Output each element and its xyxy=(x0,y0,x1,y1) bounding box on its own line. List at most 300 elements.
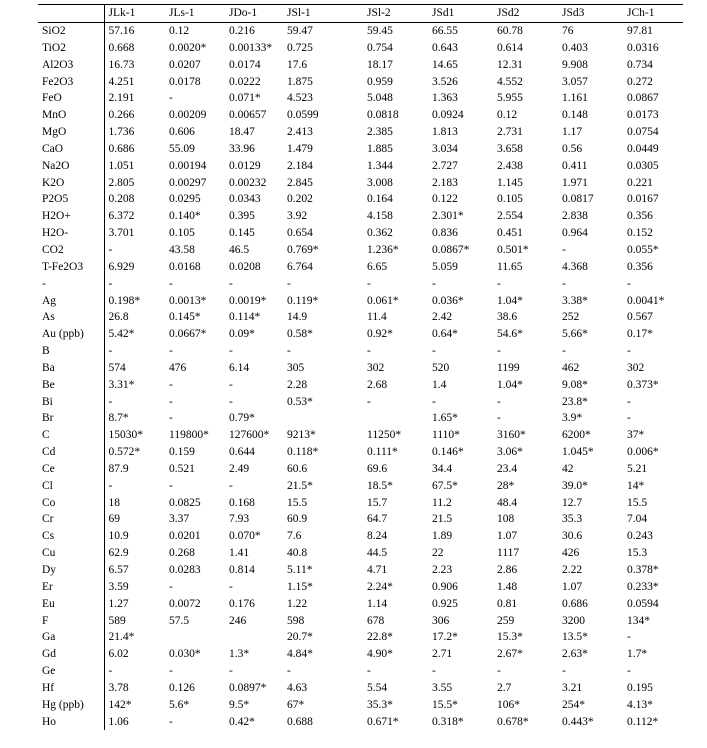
cell: - xyxy=(627,412,631,425)
cell: 6.57 xyxy=(104,562,165,579)
cell: 10.9 xyxy=(104,528,165,545)
cell: 2.183 xyxy=(432,176,458,189)
cell: 2.191 xyxy=(104,90,165,107)
cell: 6.02 xyxy=(104,646,165,663)
table-row xyxy=(38,663,683,680)
cell: 3.9* xyxy=(562,412,583,425)
row-label: FeO xyxy=(42,92,62,105)
cell: 0.734 xyxy=(627,58,653,71)
cell: 1117 xyxy=(497,547,520,560)
cell: 6200* xyxy=(562,429,591,442)
cell: 8.7* xyxy=(104,410,165,427)
cell: - xyxy=(627,665,631,678)
cell: 0.272 xyxy=(627,75,653,88)
cell: 0.654 xyxy=(287,227,313,240)
cell: 0.53* xyxy=(287,395,313,408)
cell: 0.006* xyxy=(627,446,659,459)
cell: 0.148 xyxy=(562,109,588,122)
table-row xyxy=(38,124,683,141)
cell: 1.22 xyxy=(287,597,308,610)
cell: 59.47 xyxy=(287,25,313,37)
cell: 0.373* xyxy=(627,378,659,391)
cell: - xyxy=(432,277,436,290)
cell: 0.00194 xyxy=(169,159,207,172)
cell: 0.403 xyxy=(562,41,588,54)
cell: - xyxy=(627,277,631,290)
cell: 2.845 xyxy=(287,176,313,189)
cell: 2.838 xyxy=(562,210,588,223)
cell: 69.6 xyxy=(367,462,388,475)
cell: 0.061* xyxy=(367,294,399,307)
table-row xyxy=(38,613,683,630)
cell: 28* xyxy=(497,479,515,492)
row-label: Cs xyxy=(42,530,55,543)
cell: 0.152 xyxy=(627,227,653,240)
cell: 0.769* xyxy=(287,243,319,256)
cell: 0.122 xyxy=(432,193,458,206)
cell: 2.438 xyxy=(497,159,523,172)
cell: 0.501* xyxy=(497,243,529,256)
cell: 8.24 xyxy=(367,530,388,543)
cell: 0.202 xyxy=(287,193,313,206)
cell: 1.07 xyxy=(562,580,583,593)
cell: 0.378* xyxy=(627,564,659,576)
cell: 2.727 xyxy=(432,159,458,172)
row-label: Ga xyxy=(42,631,56,644)
table-row xyxy=(38,309,683,326)
row-label: As xyxy=(42,311,55,324)
cell: - xyxy=(367,277,371,290)
row-label: Hg (ppb) xyxy=(42,698,84,711)
cell: 7.04 xyxy=(627,513,648,526)
table-row xyxy=(38,495,683,512)
cell: 520 xyxy=(432,361,450,374)
cell: 1.479 xyxy=(287,142,313,155)
cell: 60.9 xyxy=(287,513,308,526)
cell: 1.3* xyxy=(229,648,250,661)
cell: 18.17 xyxy=(367,58,393,71)
cell: - xyxy=(497,665,501,678)
cell: 39.0* xyxy=(562,479,588,492)
cell: 2.301* xyxy=(432,210,464,223)
row-label: Cu xyxy=(42,547,56,560)
cell: 1.04* xyxy=(497,378,523,391)
cell: 0.0222 xyxy=(229,75,261,88)
cell: - xyxy=(169,479,173,492)
table-row xyxy=(38,444,683,461)
cell: 0.0168 xyxy=(169,260,201,273)
cell: 0.678* xyxy=(497,715,529,728)
cell: 46.5 xyxy=(229,243,250,256)
table-row xyxy=(38,629,683,646)
table-row xyxy=(38,697,683,714)
cell: 5.6* xyxy=(169,698,190,711)
cell: 0.145 xyxy=(229,227,255,240)
cell: 0.0599 xyxy=(287,109,319,122)
cell: 3.06* xyxy=(497,446,523,459)
cell: 11.4 xyxy=(367,311,387,324)
cell: 0.644 xyxy=(229,446,255,459)
cell: 0.606 xyxy=(169,126,195,139)
cell: - xyxy=(229,580,233,593)
cell: 6.372 xyxy=(104,208,165,225)
cell: 0.0897* xyxy=(229,681,267,694)
cell: 76 xyxy=(562,25,574,37)
cell: 0.814 xyxy=(229,564,255,576)
cell: 0.119* xyxy=(287,294,319,307)
cell: - xyxy=(104,394,165,411)
cell: 2.71 xyxy=(432,648,453,661)
table-header xyxy=(38,5,683,23)
table-row xyxy=(38,57,683,74)
cell: 0.0817 xyxy=(562,193,594,206)
cell: 12.31 xyxy=(497,58,523,71)
cell: 30.6 xyxy=(562,530,583,543)
cell: - xyxy=(229,395,233,408)
cell: 0.959 xyxy=(367,75,393,88)
cell: 1.89 xyxy=(432,530,453,543)
cell: - xyxy=(229,378,233,391)
cell: 3.59 xyxy=(104,579,165,596)
cell: 0.114* xyxy=(229,311,261,324)
table-row xyxy=(38,293,683,310)
table-row xyxy=(38,528,683,545)
cell: 574 xyxy=(104,360,165,377)
cell: 0.00657 xyxy=(229,109,267,122)
row-label: Fe2O3 xyxy=(42,75,74,88)
row-label: T-Fe2O3 xyxy=(42,260,84,273)
cell: 44.5 xyxy=(367,547,388,560)
cell: 40.8 xyxy=(287,547,308,560)
cell: 1.813 xyxy=(432,126,458,139)
cell: - xyxy=(367,345,371,358)
cell: - xyxy=(169,395,173,408)
cell: 60.6 xyxy=(287,462,308,475)
cell: 1.65* xyxy=(432,412,458,425)
cell: 0.0449 xyxy=(627,142,659,155)
column-header-JLk-1: JLk-1 xyxy=(104,5,165,23)
cell: 15.3 xyxy=(627,547,648,560)
cell: 0.56 xyxy=(562,142,583,155)
row-label: Be xyxy=(42,378,55,391)
cell: - xyxy=(497,277,501,290)
cell: 106* xyxy=(497,698,520,711)
cell: - xyxy=(432,665,436,678)
cell: 0.0072 xyxy=(169,597,201,610)
cell: 1.045* xyxy=(562,446,594,459)
cell: 0.0019* xyxy=(229,294,267,307)
row-label: H2O+ xyxy=(42,210,71,223)
cell: 0.567 xyxy=(627,311,653,324)
cell: 1.27 xyxy=(104,596,165,613)
cell: 0.145* xyxy=(169,311,201,324)
cell: 15030* xyxy=(104,427,165,444)
cell xyxy=(363,410,428,427)
cell: 14.65 xyxy=(432,58,458,71)
row-label: Ce xyxy=(42,462,55,475)
table-row xyxy=(38,40,683,57)
cell: - xyxy=(169,378,173,391)
cell: 4.71 xyxy=(367,564,388,576)
table-row xyxy=(38,23,683,40)
cell: 2.385 xyxy=(367,126,393,139)
row-label: F xyxy=(42,614,49,627)
cell: - xyxy=(169,665,173,678)
cell: 0.126 xyxy=(169,681,195,694)
table-row xyxy=(38,225,683,242)
cell: - xyxy=(229,277,233,290)
cell: 0.233* xyxy=(627,580,659,593)
cell: - xyxy=(627,395,631,408)
cell: 0.572* xyxy=(104,444,165,461)
cell: 476 xyxy=(169,361,187,374)
cell: 33.96 xyxy=(229,142,255,155)
cell: 0.0754 xyxy=(627,126,659,139)
cell: 0.688 xyxy=(287,715,313,728)
cell: 2.63* xyxy=(562,648,588,661)
cell: 2.22 xyxy=(562,564,583,576)
cell: 0.0201 xyxy=(169,530,201,543)
column-header-JSd1: JSd1 xyxy=(428,5,493,23)
cell: - xyxy=(562,665,566,678)
cell: 6.65 xyxy=(367,260,388,273)
cell: 15.5 xyxy=(627,496,648,509)
cell: 0.451 xyxy=(497,227,523,240)
table-row xyxy=(38,141,683,158)
cell: 108 xyxy=(497,513,515,526)
cell: 1.4 xyxy=(432,378,447,391)
cell: - xyxy=(169,580,173,593)
cell: 0.00232 xyxy=(229,176,267,189)
cell: 0.0041* xyxy=(627,294,665,307)
cell: 38.6 xyxy=(497,311,518,324)
row-label: CaO xyxy=(42,142,64,155)
column-header-JSl-2: JSl-2 xyxy=(363,5,428,23)
cell: - xyxy=(627,345,631,358)
cell: 598 xyxy=(287,614,305,627)
cell: - xyxy=(169,277,173,290)
row-label: - xyxy=(42,277,46,290)
cell: 35.3 xyxy=(562,513,583,526)
table-row xyxy=(38,175,683,192)
cell: 20.7* xyxy=(287,631,313,644)
cell: 0.0167 xyxy=(627,193,659,206)
cell: - xyxy=(169,715,173,728)
cell: 4.90* xyxy=(367,648,393,661)
cell: 1.07 xyxy=(497,530,518,543)
cell: - xyxy=(497,395,501,408)
cell: 5.42* xyxy=(104,326,165,343)
cell: 0.671* xyxy=(367,715,399,728)
table-row xyxy=(38,511,683,528)
cell: 0.00297 xyxy=(169,176,207,189)
cell: 1.04* xyxy=(497,294,523,307)
row-label: P2O5 xyxy=(42,193,69,206)
cell: 21.5* xyxy=(287,479,313,492)
cell: 3.38* xyxy=(562,294,588,307)
cell: 0.168 xyxy=(229,496,255,509)
row-label: Ag xyxy=(42,294,57,307)
cell: - xyxy=(367,665,371,678)
cell: 2.24* xyxy=(367,580,393,593)
cell: 15.7 xyxy=(367,496,388,509)
cell: 1.051 xyxy=(104,158,165,175)
cell: 259 xyxy=(497,614,515,627)
table-body xyxy=(38,23,683,731)
cell: 0.112* xyxy=(627,715,659,728)
cell: 4.552 xyxy=(497,75,523,88)
cell: 0.79* xyxy=(229,412,255,425)
cell: 2.67* xyxy=(497,648,523,661)
cell: 0.146* xyxy=(432,446,464,459)
cell: 7.93 xyxy=(229,513,250,526)
row-label: SiO2 xyxy=(42,25,66,37)
cell: 678 xyxy=(367,614,385,627)
cell: - xyxy=(627,631,631,644)
cell: 6.929 xyxy=(104,259,165,276)
cell: 0.925 xyxy=(432,597,458,610)
cell: 15.3* xyxy=(497,631,523,644)
cell: 1.885 xyxy=(367,142,393,155)
cell: 0.09* xyxy=(229,328,255,341)
cell: - xyxy=(367,395,371,408)
cell: 0.686 xyxy=(104,141,165,158)
cell: 26.8 xyxy=(104,309,165,326)
cell: - xyxy=(104,663,165,680)
row-label: Ge xyxy=(42,665,56,678)
column-header-JSl-1: JSl-1 xyxy=(283,5,363,23)
cell: 0.92* xyxy=(367,328,393,341)
header-row xyxy=(38,5,683,23)
cell: 1110* xyxy=(432,429,460,442)
cell: 87.9 xyxy=(104,461,165,478)
cell: 1.15* xyxy=(287,580,313,593)
cell: 1.06 xyxy=(104,714,165,731)
cell: 1.48 xyxy=(497,580,518,593)
cell: 6.764 xyxy=(287,260,313,273)
cell: 0.443* xyxy=(562,715,594,728)
cell: - xyxy=(287,665,291,678)
row-label: Ho xyxy=(42,715,57,728)
table-row xyxy=(38,208,683,225)
cell: 306 xyxy=(432,614,450,627)
cell: 11250* xyxy=(367,429,402,442)
cell: 5.059 xyxy=(432,260,458,273)
cell: 4.158 xyxy=(367,210,393,223)
cell: 5.11* xyxy=(287,564,313,576)
cell: 67.5* xyxy=(432,479,458,492)
cell: 302 xyxy=(367,361,385,374)
row-label: Cd xyxy=(42,446,56,459)
cell: 0.0818 xyxy=(367,109,399,122)
cell: - xyxy=(562,243,566,256)
column-header-JDo-1: JDo-1 xyxy=(225,5,283,23)
cell: 0.0825 xyxy=(169,496,201,509)
cell: 0.216 xyxy=(229,25,255,37)
cell: 3.526 xyxy=(432,75,458,88)
cell: 54.6* xyxy=(497,328,523,341)
cell: 0.0173 xyxy=(627,109,659,122)
cell: 0.521 xyxy=(169,462,195,475)
cell: - xyxy=(229,345,233,358)
cell: 305 xyxy=(287,361,305,374)
row-label: Er xyxy=(42,580,53,593)
cell: 57.5 xyxy=(169,614,190,627)
cell: 142* xyxy=(104,697,165,714)
cell: 2.68 xyxy=(367,378,388,391)
cell: 0.070* xyxy=(229,530,261,543)
cell: 2.42 xyxy=(432,311,453,324)
cell: 134* xyxy=(627,614,650,627)
table-row xyxy=(38,461,683,478)
cell: 3.37 xyxy=(169,513,190,526)
row-label: Bi xyxy=(42,395,53,408)
table-row xyxy=(38,191,683,208)
table-row xyxy=(38,377,683,394)
cell: 0.208 xyxy=(104,191,165,208)
cell: 22 xyxy=(432,547,444,560)
table-row xyxy=(38,427,683,444)
table-row xyxy=(38,326,683,343)
cell: 0.105 xyxy=(169,227,195,240)
cell: 0.071* xyxy=(229,92,261,105)
cell: 127600* xyxy=(229,429,270,442)
cell: 57.16 xyxy=(104,23,165,40)
cell: 67* xyxy=(287,698,305,711)
cell: 0.964 xyxy=(562,227,588,240)
cell: 0.195 xyxy=(627,681,653,694)
cell: 0.64* xyxy=(432,328,458,341)
cell: 0.055* xyxy=(627,243,659,256)
cell: 5.54 xyxy=(367,681,388,694)
cell: 0.268 xyxy=(169,547,195,560)
cell xyxy=(283,410,363,427)
table-row xyxy=(38,646,683,663)
cell: 6.14 xyxy=(229,361,250,374)
cell: 0.140* xyxy=(169,210,201,223)
cell: 12.7 xyxy=(562,496,583,509)
cell: 2.28 xyxy=(287,378,308,391)
cell: - xyxy=(287,345,291,358)
cell: 0.411 xyxy=(562,159,588,172)
cell: 0.0305 xyxy=(627,159,659,172)
table-row xyxy=(38,158,683,175)
cell: 4.523 xyxy=(287,92,313,105)
cell: 4.63 xyxy=(287,681,308,694)
cell: 0.159 xyxy=(169,446,195,459)
cell: 462 xyxy=(562,361,580,374)
cell xyxy=(225,629,283,646)
cell: 3.057 xyxy=(562,75,588,88)
cell: - xyxy=(104,343,165,360)
cell: - xyxy=(287,277,291,290)
table-row xyxy=(38,680,683,697)
cell: 0.0667* xyxy=(169,328,207,341)
cell: 9.08* xyxy=(562,378,588,391)
cell: 0.0283 xyxy=(169,564,201,576)
cell: 2.731 xyxy=(497,126,523,139)
cell: 2.49 xyxy=(229,462,250,475)
cell: - xyxy=(104,478,165,495)
column-header-JCh-1: JCh-1 xyxy=(623,5,683,23)
cell: 1.145 xyxy=(497,176,523,189)
cell: 302 xyxy=(627,361,645,374)
cell: 0.395 xyxy=(229,210,255,223)
cell: 0.243 xyxy=(627,530,653,543)
cell: 0.356 xyxy=(627,210,653,223)
cell: 0.176 xyxy=(229,597,255,610)
cell: 0.686 xyxy=(562,597,588,610)
